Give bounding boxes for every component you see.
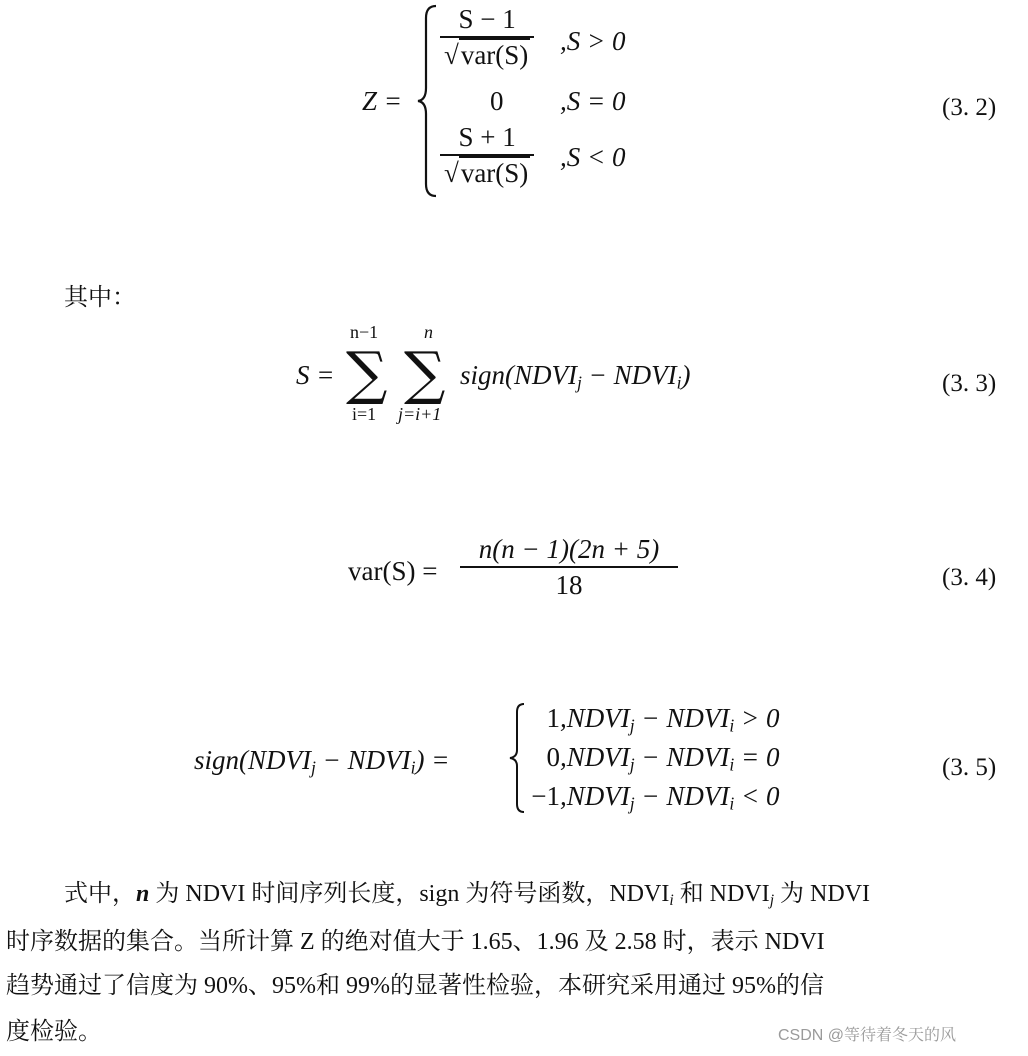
sign-func: sign(NDVI [194, 745, 311, 775]
eq32-case1-fraction [440, 4, 534, 70]
sub-j: j [769, 891, 775, 909]
sum1-lower: i=1 [352, 404, 377, 424]
sqrt-icon: √var(S) [444, 40, 529, 70]
text: 和 NDVI [673, 881, 770, 907]
eq34-label: (3. 4) [942, 564, 997, 591]
row-value: 1 [546, 703, 560, 733]
row-value: −1 [531, 781, 560, 811]
sub-i: i [669, 891, 674, 909]
cond: − NDVI [634, 703, 730, 733]
minus: − NDVI [581, 360, 677, 390]
paragraph-line-3: 趋势通过了信度为 90%、95%和 99%的显著性检验，本研究采用通过 95%的信 [6, 973, 824, 999]
eq32-lhs: Z = [362, 86, 402, 116]
numerator: S + 1 [458, 122, 516, 152]
eq33-body [460, 360, 691, 393]
eq35-row [530, 781, 780, 814]
cond: ,NDVI [560, 703, 630, 733]
cond: − NDVI [634, 781, 730, 811]
minus: − NDVI [315, 745, 411, 775]
cond: − NDVI [634, 742, 730, 772]
text: 为 NDVI 时间序列长度，sign 为符号函数，NDVI [149, 881, 670, 907]
eq32-case3-fraction [440, 122, 534, 188]
watermark: CSDN @等待着冬天的风 [778, 1027, 957, 1044]
sub-j: j [629, 754, 635, 775]
eq35-row [530, 703, 780, 736]
sub-i: i [729, 754, 735, 775]
eq33-label: (3. 3) [942, 370, 997, 397]
numerator: n(n − 1)(2n + 5) [478, 534, 660, 564]
sub-j: j [629, 715, 635, 736]
eq35-label: (3. 5) [942, 754, 997, 781]
sub-i: i [676, 372, 682, 393]
sign-func: sign(NDVI [460, 360, 577, 390]
eq32-label: (3. 2) [942, 94, 997, 121]
sub-i: i [729, 793, 735, 814]
sum1-sigma-icon: ∑ [346, 339, 388, 407]
eq32-case2-cond: ,S = 0 [560, 86, 626, 116]
paragraph-line-4: 度检验。 [6, 1019, 102, 1045]
where-text: 其中： [64, 285, 136, 311]
eq32-case3-cond: ,S < 0 [560, 142, 626, 172]
eq32-case1-cond: ,S > 0 [560, 26, 626, 56]
close-paren: ) = [415, 745, 450, 775]
text: 为 NDVI [774, 881, 871, 907]
row-value: 0 [546, 742, 560, 772]
sub-i: i [729, 715, 735, 736]
sum1-upper: n−1 [350, 322, 379, 342]
denominator: var(S) [460, 40, 529, 70]
eq32-case2-value: 0 [490, 86, 504, 116]
close-paren: ) [681, 360, 691, 390]
denominator: var(S) [460, 158, 529, 188]
var-n: n [136, 881, 150, 907]
cond: ,NDVI [560, 742, 630, 772]
paragraph-line-1 [64, 880, 870, 908]
cond: = 0 [734, 742, 780, 772]
sub-i: i [410, 757, 416, 778]
cond: ,NDVI [560, 781, 630, 811]
eq34-lhs: var(S) = [348, 556, 438, 586]
eq34-fraction [460, 534, 678, 600]
numerator: S − 1 [458, 4, 516, 34]
sqrt-icon: √var(S) [444, 158, 529, 188]
denominator: 18 [460, 566, 678, 600]
paragraph-line-2: 时序数据的集合。当所计算 Z 的绝对值大于 1.65、1.96 及 2.58 时，表示 NDVI [6, 929, 825, 955]
eq35-lhs [194, 745, 450, 778]
sum2-upper: n [424, 322, 433, 342]
cond: < 0 [734, 781, 780, 811]
sub-j: j [577, 372, 582, 393]
eq33-lhs: S = [296, 360, 335, 390]
eq35-row [530, 742, 780, 775]
cond: > 0 [734, 703, 780, 733]
text: 式中， [64, 881, 136, 907]
eq35-brace-icon [508, 702, 526, 814]
eq32-brace-icon [416, 4, 438, 198]
sub-j: j [629, 793, 635, 814]
sub-j: j [311, 757, 316, 778]
sum2-lower: j=i+1 [398, 404, 442, 424]
sum2-sigma-icon: ∑ [404, 339, 446, 407]
